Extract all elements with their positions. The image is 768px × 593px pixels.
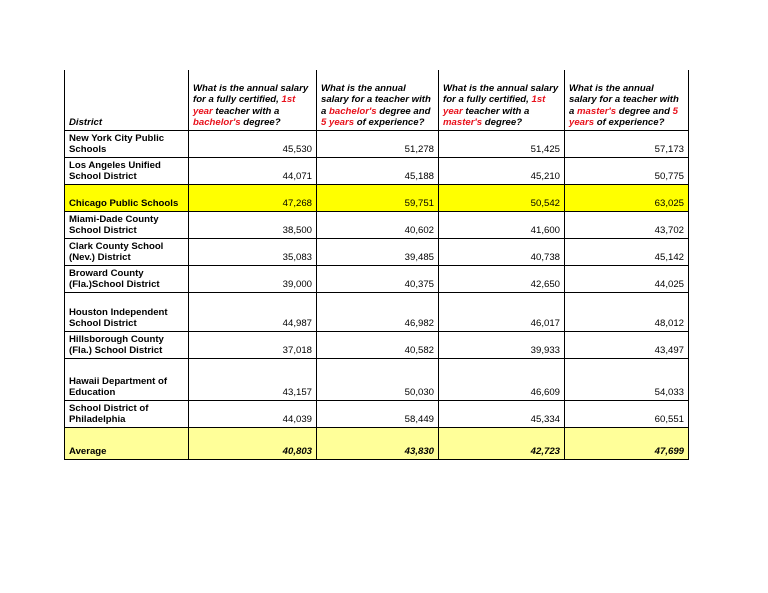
salary-cell: 39,000 xyxy=(189,265,317,292)
salary-cell: 59,751 xyxy=(317,184,439,211)
salary-cell: 44,039 xyxy=(189,400,317,427)
district-name: Chicago Public Schools xyxy=(65,184,189,211)
salary-cell: 35,083 xyxy=(189,238,317,265)
salary-cell: 51,278 xyxy=(317,130,439,157)
table-row xyxy=(65,400,689,427)
salary-cell: 40,738 xyxy=(439,238,565,265)
district-name: Los Angeles Unified School District xyxy=(65,157,189,184)
salary-cell: 51,425 xyxy=(439,130,565,157)
average-cell: 40,803 xyxy=(189,427,317,459)
salary-cell: 45,142 xyxy=(565,238,689,265)
salary-cell: 39,933 xyxy=(439,331,565,358)
salary-cell: 50,542 xyxy=(439,184,565,211)
salary-cell: 50,775 xyxy=(565,157,689,184)
average-cell: 42,723 xyxy=(439,427,565,459)
table-row xyxy=(65,292,689,331)
district-name: Hawaii Department of Education xyxy=(65,358,189,400)
salary-cell: 44,987 xyxy=(189,292,317,331)
salary-cell: 42,650 xyxy=(439,265,565,292)
header-district: District xyxy=(65,70,189,130)
salary-cell: 45,210 xyxy=(439,157,565,184)
salary-table xyxy=(64,70,689,460)
salary-cell: 39,485 xyxy=(317,238,439,265)
salary-cell: 60,551 xyxy=(565,400,689,427)
salary-cell: 37,018 xyxy=(189,331,317,358)
salary-cell: 47,268 xyxy=(189,184,317,211)
salary-cell: 46,017 xyxy=(439,292,565,331)
average-cell: 47,699 xyxy=(565,427,689,459)
salary-cell: 41,600 xyxy=(439,211,565,238)
salary-cell: 46,982 xyxy=(317,292,439,331)
district-name: Houston Independent School District xyxy=(65,292,189,331)
header-first-year-bachelors: What is the annual salary for a fully certified, 1st year teacher with a bachelor's degree? xyxy=(189,70,317,130)
salary-cell: 48,012 xyxy=(565,292,689,331)
header-five-years-bachelors: What is the annual salary for a teacher with a bachelor's degree and 5 years of experience? xyxy=(317,70,439,130)
salary-cell: 45,530 xyxy=(189,130,317,157)
salary-cell: 43,157 xyxy=(189,358,317,400)
salary-cell: 43,497 xyxy=(565,331,689,358)
table-row xyxy=(65,238,689,265)
table-row xyxy=(65,331,689,358)
salary-cell: 44,025 xyxy=(565,265,689,292)
average-label: Average xyxy=(65,427,189,459)
header-first-year-masters: What is the annual salary for a fully certified, 1st year teacher with a master's degree? xyxy=(439,70,565,130)
salary-cell: 57,173 xyxy=(565,130,689,157)
district-name: Hillsborough County (Fla.) School District xyxy=(65,331,189,358)
salary-cell: 40,602 xyxy=(317,211,439,238)
salary-cell: 50,030 xyxy=(317,358,439,400)
district-name: Clark County School (Nev.) District xyxy=(65,238,189,265)
salary-cell: 63,025 xyxy=(565,184,689,211)
salary-cell: 40,375 xyxy=(317,265,439,292)
salary-cell: 40,582 xyxy=(317,331,439,358)
table-row xyxy=(65,211,689,238)
district-name: Miami-Dade County School District xyxy=(65,211,189,238)
header-row xyxy=(65,70,689,130)
district-name: Broward County (Fla.)School District xyxy=(65,265,189,292)
average-cell: 43,830 xyxy=(317,427,439,459)
table-row xyxy=(65,157,689,184)
salary-cell: 58,449 xyxy=(317,400,439,427)
district-name: New York City Public Schools xyxy=(65,130,189,157)
salary-cell: 45,334 xyxy=(439,400,565,427)
salary-cell: 44,071 xyxy=(189,157,317,184)
district-name: School District of Philadelphia xyxy=(65,400,189,427)
average-row xyxy=(65,427,689,459)
salary-cell: 46,609 xyxy=(439,358,565,400)
table-row-highlighted xyxy=(65,184,689,211)
table-row xyxy=(65,130,689,157)
salary-cell: 43,702 xyxy=(565,211,689,238)
salary-cell: 45,188 xyxy=(317,157,439,184)
table-row xyxy=(65,358,689,400)
salary-cell: 38,500 xyxy=(189,211,317,238)
header-five-years-masters: What is the annual salary for a teacher with a master's degree and 5 years of experience? xyxy=(565,70,689,130)
table-row xyxy=(65,265,689,292)
salary-cell: 54,033 xyxy=(565,358,689,400)
